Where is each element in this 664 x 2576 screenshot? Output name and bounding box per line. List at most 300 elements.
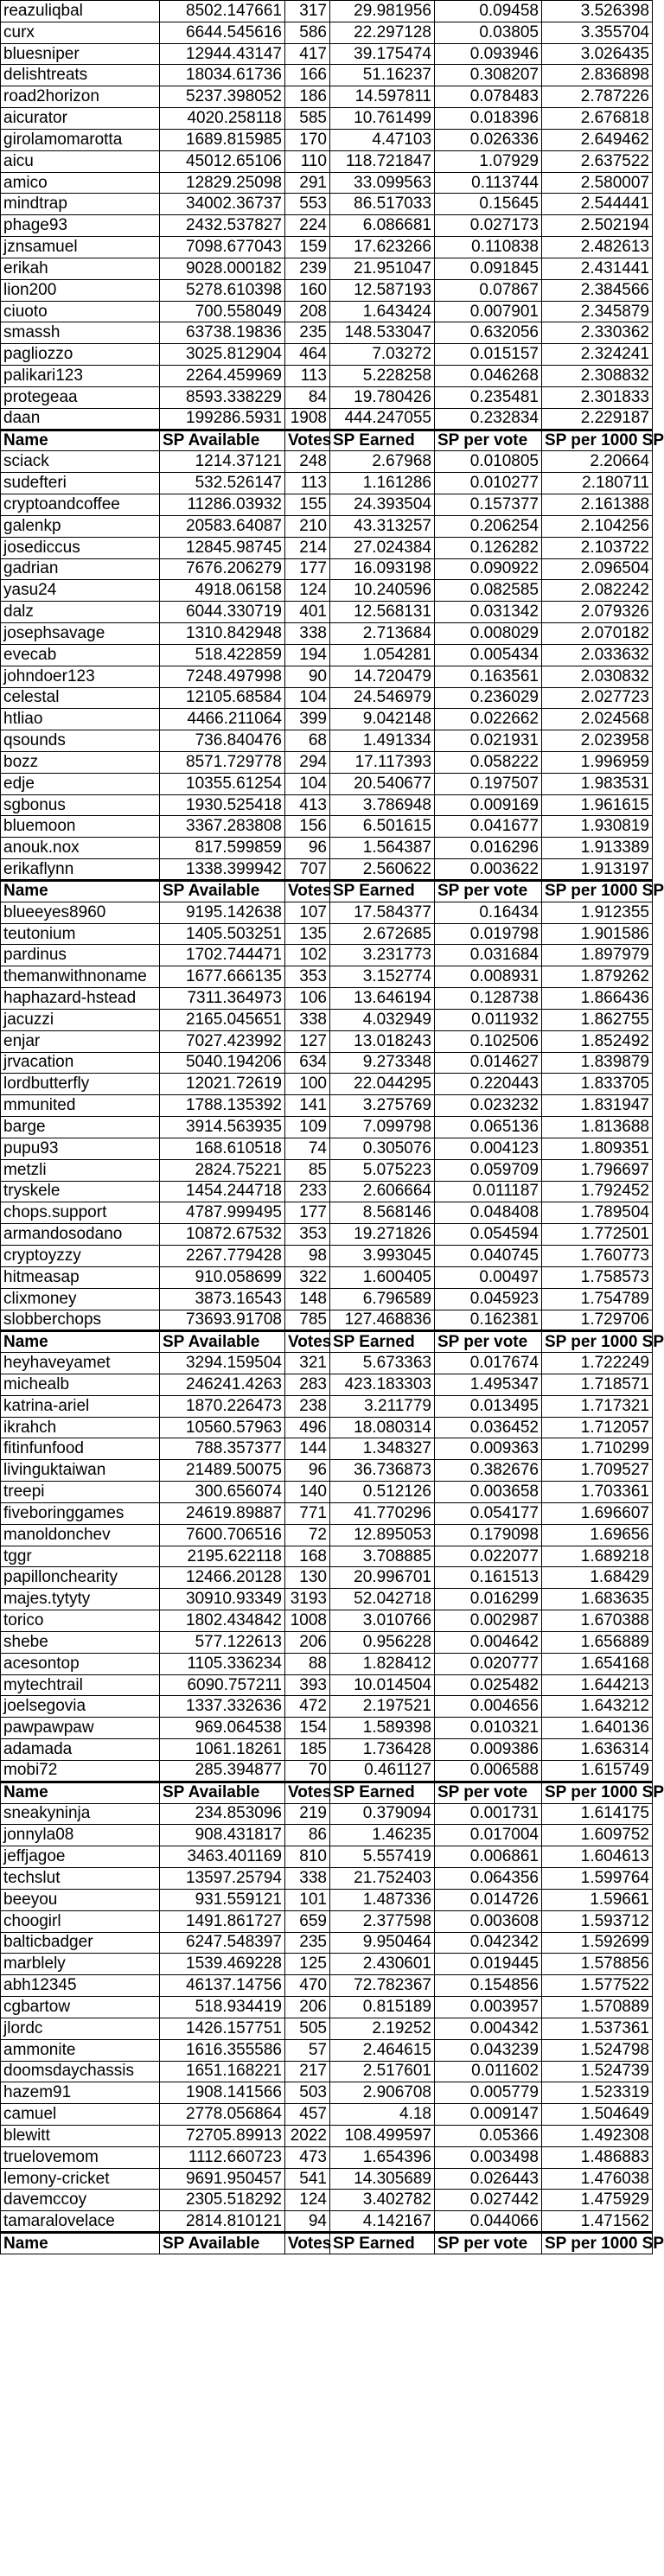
cell-votes: 248 (285, 451, 330, 473)
cell-sp-available: 6247.548397 (160, 1932, 285, 1954)
cell-votes: 321 (285, 1353, 330, 1374)
cell-name: torico (1, 1610, 160, 1632)
cell-sp-available: 3367.283808 (160, 816, 285, 838)
cell-votes: 72 (285, 1524, 330, 1546)
table-row (1, 1288, 653, 1310)
cell-sp-earned: 13.646194 (330, 988, 435, 1010)
cell-name: balticbadger (1, 1932, 160, 1954)
cell-sp-per-vote: 0.003658 (435, 1482, 542, 1503)
cell-sp-earned: 43.313257 (330, 515, 435, 537)
cell-sp-per-vote: 0.054594 (435, 1224, 542, 1246)
header-name: Name (1, 1782, 160, 1803)
cell-name: heyhaveyamet (1, 1353, 160, 1374)
cell-sp-earned: 2.197521 (330, 1696, 435, 1718)
cell-votes: 353 (285, 1224, 330, 1246)
table-row (1, 988, 653, 1010)
cell-name: joelsegovia (1, 1696, 160, 1718)
cell-votes: 294 (285, 751, 330, 773)
cell-votes: 634 (285, 1052, 330, 1074)
cell-votes: 239 (285, 258, 330, 279)
cell-name: camuel (1, 2104, 160, 2126)
cell-votes: 96 (285, 1460, 330, 1482)
cell-sp-per-vote: 0.016299 (435, 1589, 542, 1610)
cell-votes: 160 (285, 279, 330, 301)
cell-sp-earned: 1.491334 (330, 730, 435, 752)
cell-sp-per-vote: 0.07867 (435, 279, 542, 301)
cell-votes: 233 (285, 1181, 330, 1202)
cell-name: aicurator (1, 108, 160, 130)
cell-sp-per-1000-sp: 1.852492 (542, 1030, 653, 1052)
cell-name: jacuzzi (1, 1009, 160, 1030)
header-sp-per-vote: SP per vote (435, 1782, 542, 1803)
cell-sp-per-vote: 0.197507 (435, 773, 542, 794)
cell-sp-earned: 5.075223 (330, 1159, 435, 1181)
cell-sp-per-vote: 0.048408 (435, 1202, 542, 1224)
cell-sp-available: 11286.03932 (160, 494, 285, 516)
cell-sp-per-vote: 0.05366 (435, 2125, 542, 2146)
cell-sp-earned: 5.228258 (330, 366, 435, 387)
cell-sp-available: 24619.89887 (160, 1502, 285, 1524)
cell-name: dalz (1, 602, 160, 623)
table-row (1, 2082, 653, 2104)
cell-name: choogirl (1, 1910, 160, 1932)
cell-votes: 113 (285, 473, 330, 494)
cell-sp-available: 12845.98745 (160, 537, 285, 558)
cell-sp-per-1000-sp: 2.20664 (542, 451, 653, 473)
cell-sp-per-vote: 0.005779 (435, 2082, 542, 2104)
table-row (1, 1760, 653, 1782)
cell-sp-per-1000-sp: 1.475929 (542, 2190, 653, 2211)
cell-name: manoldonchev (1, 1524, 160, 1546)
cell-name: lordbutterfly (1, 1074, 160, 1095)
cell-sp-available: 2824.75221 (160, 1159, 285, 1181)
cell-name: abh12345 (1, 1975, 160, 1997)
cell-sp-per-1000-sp: 2.103722 (542, 537, 653, 558)
cell-sp-per-1000-sp: 1.913197 (542, 859, 653, 881)
table-row (1, 1159, 653, 1181)
cell-votes: 457 (285, 2104, 330, 2126)
cell-sp-per-vote: 0.005434 (435, 644, 542, 666)
cell-sp-available: 5237.398052 (160, 86, 285, 108)
cell-sp-per-vote: 0.018396 (435, 108, 542, 130)
cell-votes: 155 (285, 494, 330, 516)
cell-votes: 70 (285, 1760, 330, 1782)
cell-sp-per-vote: 0.093946 (435, 43, 542, 65)
cell-sp-per-1000-sp: 1.486883 (542, 2146, 653, 2168)
cell-sp-earned: 4.142167 (330, 2211, 435, 2233)
cell-sp-earned: 52.042718 (330, 1589, 435, 1610)
cell-votes: 214 (285, 537, 330, 558)
cell-sp-earned: 2.464615 (330, 2039, 435, 2061)
cell-sp-per-vote: 0.011932 (435, 1009, 542, 1030)
cell-sp-per-1000-sp: 2.482613 (542, 237, 653, 258)
cell-name: cryptoyzzy (1, 1246, 160, 1267)
cell-sp-earned: 108.499597 (330, 2125, 435, 2146)
cell-sp-per-1000-sp: 1.729706 (542, 1310, 653, 1331)
cell-sp-earned: 3.211779 (330, 1395, 435, 1417)
cell-sp-available: 3025.812904 (160, 344, 285, 366)
cell-votes: 208 (285, 301, 330, 322)
cell-sp-available: 1930.525418 (160, 794, 285, 816)
cell-sp-earned: 9.042148 (330, 709, 435, 730)
cell-sp-per-1000-sp: 2.580007 (542, 172, 653, 194)
cell-sp-per-1000-sp: 1.710299 (542, 1438, 653, 1460)
cell-sp-earned: 7.099798 (330, 1117, 435, 1138)
cell-sp-earned: 4.032949 (330, 1009, 435, 1030)
table-row (1, 1524, 653, 1546)
table-row (1, 451, 653, 473)
cell-sp-per-vote: 0.102506 (435, 1030, 542, 1052)
cell-sp-available: 1677.666135 (160, 966, 285, 988)
cell-name: daan (1, 408, 160, 430)
cell-sp-per-vote: 0.006861 (435, 1846, 542, 1868)
cell-name: jlordc (1, 2018, 160, 2039)
cell-sp-available: 9691.950457 (160, 2168, 285, 2190)
cell-sp-earned: 1.348327 (330, 1438, 435, 1460)
cell-sp-per-1000-sp: 1.754789 (542, 1288, 653, 1310)
table-row (1, 1009, 653, 1030)
header-sp-available: SP Available (160, 1782, 285, 1803)
cell-sp-per-1000-sp: 1.524739 (542, 2061, 653, 2082)
cell-votes: 135 (285, 923, 330, 945)
header-votes: Votes (285, 430, 330, 451)
cell-sp-per-1000-sp: 1.689218 (542, 1546, 653, 1567)
table-row (1, 322, 653, 344)
cell-sp-earned: 3.010766 (330, 1610, 435, 1632)
cell-name: sciack (1, 451, 160, 473)
cell-sp-per-vote: 0.015157 (435, 344, 542, 366)
cell-votes: 166 (285, 65, 330, 86)
cell-sp-available: 7098.677043 (160, 237, 285, 258)
cell-sp-per-vote: 0.008931 (435, 966, 542, 988)
cell-sp-available: 1338.399942 (160, 859, 285, 881)
cell-sp-per-vote: 0.090922 (435, 558, 542, 580)
cell-name: celestal (1, 687, 160, 709)
cell-votes: 94 (285, 2211, 330, 2233)
cell-sp-per-vote: 0.16434 (435, 902, 542, 923)
cell-sp-per-vote: 0.006588 (435, 1760, 542, 1782)
cell-sp-per-vote: 0.013495 (435, 1395, 542, 1417)
table-row (1, 1074, 653, 1095)
cell-sp-earned: 12.568131 (330, 602, 435, 623)
cell-name: tamaralovelace (1, 2211, 160, 2233)
cell-sp-available: 246241.4263 (160, 1374, 285, 1396)
cell-votes: 503 (285, 2082, 330, 2104)
cell-votes: 322 (285, 1266, 330, 1288)
cell-sp-per-vote: 0.026443 (435, 2168, 542, 2190)
cell-sp-per-vote: 0.045923 (435, 1288, 542, 1310)
cell-name: ciuoto (1, 301, 160, 322)
table-row (1, 65, 653, 86)
cell-votes: 338 (285, 1868, 330, 1890)
cell-sp-per-1000-sp: 2.082242 (542, 580, 653, 602)
cell-name: jeffjagoe (1, 1846, 160, 1868)
cell-sp-per-vote: 0.078483 (435, 86, 542, 108)
cell-sp-per-1000-sp: 2.324241 (542, 344, 653, 366)
cell-votes: 98 (285, 1246, 330, 1267)
table-row (1, 1589, 653, 1610)
cell-sp-earned: 24.546979 (330, 687, 435, 709)
cell-sp-available: 1105.336234 (160, 1653, 285, 1674)
cell-sp-per-1000-sp: 1.654168 (542, 1653, 653, 1674)
cell-votes: 283 (285, 1374, 330, 1396)
cell-sp-earned: 6.796589 (330, 1288, 435, 1310)
cell-votes: 541 (285, 2168, 330, 2190)
cell-votes: 177 (285, 1202, 330, 1224)
cell-name: josediccus (1, 537, 160, 558)
cell-sp-per-1000-sp: 2.027723 (542, 687, 653, 709)
cell-sp-earned: 10.240596 (330, 580, 435, 602)
cell-sp-per-vote: 0.308207 (435, 65, 542, 86)
cell-votes: 235 (285, 322, 330, 344)
cell-sp-available: 1908.141566 (160, 2082, 285, 2104)
table-row (1, 1374, 653, 1396)
cell-sp-per-vote: 0.022077 (435, 1546, 542, 1567)
header-sp-available: SP Available (160, 2233, 285, 2254)
cell-sp-earned: 17.623266 (330, 237, 435, 258)
cell-sp-per-1000-sp: 2.023958 (542, 730, 653, 752)
header-name: Name (1, 1331, 160, 1353)
cell-sp-per-vote: 0.128738 (435, 988, 542, 1010)
cell-sp-available: 2305.518292 (160, 2190, 285, 2211)
cell-name: cryptoandcoffee (1, 494, 160, 516)
cell-sp-available: 7676.206279 (160, 558, 285, 580)
cell-name: erikaflynn (1, 859, 160, 881)
cell-votes: 127 (285, 1030, 330, 1052)
cell-sp-per-1000-sp: 2.024568 (542, 709, 653, 730)
cell-sp-earned: 19.271826 (330, 1224, 435, 1246)
header-sp-per-1000-sp: SP per 1000 SP (542, 880, 653, 902)
cell-sp-earned: 1.654396 (330, 2146, 435, 2168)
cell-sp-per-vote: 0.016296 (435, 838, 542, 859)
header-sp-per-vote: SP per vote (435, 880, 542, 902)
table-row (1, 1846, 653, 1868)
cell-name: katrina-ariel (1, 1395, 160, 1417)
cell-name: tggr (1, 1546, 160, 1567)
cell-votes: 125 (285, 1954, 330, 1975)
cell-votes: 219 (285, 1803, 330, 1825)
table-row (1, 150, 653, 172)
cell-sp-per-vote: 0.004342 (435, 2018, 542, 2039)
cell-sp-earned: 2.606664 (330, 1181, 435, 1202)
cell-name: josephsavage (1, 623, 160, 645)
cell-sp-per-vote: 0.001731 (435, 1803, 542, 1825)
cell-sp-earned: 2.430601 (330, 1954, 435, 1975)
table-body (1, 1, 664, 2254)
cell-sp-per-vote: 0.220443 (435, 1074, 542, 1095)
cell-sp-per-vote: 0.632056 (435, 322, 542, 344)
cell-sp-earned: 51.16237 (330, 65, 435, 86)
cell-sp-available: 1061.18261 (160, 1739, 285, 1761)
cell-sp-available: 30910.93349 (160, 1589, 285, 1610)
cell-name: doomsdaychassis (1, 2061, 160, 2082)
cell-sp-available: 3873.16543 (160, 1288, 285, 1310)
cell-name: tryskele (1, 1181, 160, 1202)
cell-name: reazuliqbal (1, 1, 160, 22)
cell-votes: 106 (285, 988, 330, 1010)
cell-sp-available: 577.122613 (160, 1631, 285, 1653)
cell-sp-available: 4787.999495 (160, 1202, 285, 1224)
cell-sp-earned: 1.643424 (330, 301, 435, 322)
cell-votes: 140 (285, 1482, 330, 1503)
cell-votes: 3193 (285, 1589, 330, 1610)
table-row (1, 386, 653, 408)
cell-sp-earned: 1.736428 (330, 1739, 435, 1761)
cell-name: sneakyninja (1, 1803, 160, 1825)
cell-votes: 417 (285, 43, 330, 65)
cell-votes: 472 (285, 1696, 330, 1718)
table-row (1, 644, 653, 666)
cell-sp-available: 1788.135392 (160, 1095, 285, 1117)
table-row (1, 966, 653, 988)
cell-name: pagliozzo (1, 344, 160, 366)
cell-votes: 401 (285, 602, 330, 623)
cell-votes: 217 (285, 2061, 330, 2082)
cell-name: bozz (1, 751, 160, 773)
cell-sp-per-1000-sp: 1.809351 (542, 1138, 653, 1159)
table-row (1, 902, 653, 923)
cell-sp-per-vote: 0.003622 (435, 859, 542, 881)
cell-sp-earned: 20.540677 (330, 773, 435, 794)
cell-sp-available: 8593.338229 (160, 386, 285, 408)
cell-name: hitmeasap (1, 1266, 160, 1288)
cell-name: enjar (1, 1030, 160, 1052)
cell-sp-per-vote: 0.007901 (435, 301, 542, 322)
table-row (1, 129, 653, 150)
cell-sp-per-vote: 0.027442 (435, 2190, 542, 2211)
cell-sp-earned: 6.501615 (330, 816, 435, 838)
cell-sp-per-1000-sp: 2.308832 (542, 366, 653, 387)
cell-sp-earned: 10.014504 (330, 1674, 435, 1696)
cell-sp-available: 12466.20128 (160, 1567, 285, 1589)
cell-name: sudefteri (1, 473, 160, 494)
cell-votes: 393 (285, 1674, 330, 1696)
cell-sp-available: 10355.61254 (160, 773, 285, 794)
cell-sp-per-vote: 0.010321 (435, 1718, 542, 1739)
cell-sp-per-1000-sp: 1.609752 (542, 1825, 653, 1846)
cell-sp-per-1000-sp: 1.599764 (542, 1868, 653, 1890)
cell-name: evecab (1, 644, 160, 666)
cell-votes: 1908 (285, 408, 330, 430)
cell-sp-earned: 5.557419 (330, 1846, 435, 1868)
cell-sp-per-1000-sp: 1.717321 (542, 1395, 653, 1417)
cell-sp-per-1000-sp: 1.614175 (542, 1803, 653, 1825)
table-row (1, 2190, 653, 2211)
cell-sp-per-vote: 0.027173 (435, 215, 542, 237)
cell-name: johndoer123 (1, 666, 160, 687)
cell-sp-available: 7027.423992 (160, 1030, 285, 1052)
cell-votes: 235 (285, 1932, 330, 1954)
table-row (1, 1224, 653, 1246)
cell-sp-per-vote: 0.019445 (435, 1954, 542, 1975)
cell-sp-available: 1405.503251 (160, 923, 285, 945)
cell-sp-per-1000-sp: 2.345879 (542, 301, 653, 322)
cell-sp-earned: 2.67968 (330, 451, 435, 473)
cell-name: pawpawpaw (1, 1718, 160, 1739)
cell-sp-earned: 1.600405 (330, 1266, 435, 1288)
cell-sp-per-vote: 0.017004 (435, 1825, 542, 1846)
cell-sp-per-1000-sp: 1.68429 (542, 1567, 653, 1589)
cell-sp-available: 4020.258118 (160, 108, 285, 130)
cell-sp-available: 234.853096 (160, 1803, 285, 1825)
cell-sp-available: 5278.610398 (160, 279, 285, 301)
cell-votes: 224 (285, 215, 330, 237)
cell-votes: 771 (285, 1502, 330, 1524)
cell-sp-available: 1616.355586 (160, 2039, 285, 2061)
table-row (1, 1718, 653, 1739)
cell-sp-per-vote: 0.004656 (435, 1696, 542, 1718)
cell-sp-per-vote: 0.09458 (435, 1, 542, 22)
table-row (1, 279, 653, 301)
cell-sp-per-1000-sp: 2.229187 (542, 408, 653, 430)
cell-votes: 90 (285, 666, 330, 687)
cell-name: ammonite (1, 2039, 160, 2061)
table-row (1, 666, 653, 687)
cell-name: haphazard-hstead (1, 988, 160, 1010)
cell-sp-earned: 10.761499 (330, 108, 435, 130)
table-row (1, 1954, 653, 1975)
cell-name: yasu24 (1, 580, 160, 602)
cell-sp-earned: 12.895053 (330, 1524, 435, 1546)
cell-sp-earned: 72.782367 (330, 1975, 435, 1997)
cell-sp-per-1000-sp: 2.161388 (542, 494, 653, 516)
cell-sp-available: 2814.810121 (160, 2211, 285, 2233)
cell-sp-per-vote: 0.046268 (435, 366, 542, 387)
table-row (1, 1030, 653, 1052)
table-row (1, 1696, 653, 1718)
header-sp-available: SP Available (160, 880, 285, 902)
table-row (1, 2104, 653, 2126)
table-row (1, 408, 653, 430)
cell-sp-available: 21489.50075 (160, 1460, 285, 1482)
table-row (1, 1674, 653, 1696)
cell-sp-earned: 2.19252 (330, 2018, 435, 2039)
table-row (1, 838, 653, 859)
cell-sp-per-1000-sp: 1.912355 (542, 902, 653, 923)
cell-sp-per-vote: 0.023232 (435, 1095, 542, 1117)
cell-votes: 707 (285, 859, 330, 881)
cell-sp-available: 1337.332636 (160, 1696, 285, 1718)
cell-sp-per-1000-sp: 2.787226 (542, 86, 653, 108)
cell-sp-available: 910.058699 (160, 1266, 285, 1288)
cell-sp-per-1000-sp: 1.833705 (542, 1074, 653, 1095)
cell-name: cgbartow (1, 1997, 160, 2018)
table-row (1, 1, 653, 22)
cell-sp-earned: 0.305076 (330, 1138, 435, 1159)
table-row (1, 945, 653, 966)
cell-sp-available: 532.526147 (160, 473, 285, 494)
cell-sp-earned: 18.080314 (330, 1417, 435, 1438)
cell-sp-earned: 14.720479 (330, 666, 435, 687)
cell-sp-earned: 19.780426 (330, 386, 435, 408)
cell-name: truelovemom (1, 2146, 160, 2168)
cell-name: treepi (1, 1482, 160, 1503)
table-row (1, 773, 653, 794)
cell-sp-available: 199286.5931 (160, 408, 285, 430)
cell-sp-available: 12105.68584 (160, 687, 285, 709)
cell-sp-available: 1802.434842 (160, 1610, 285, 1632)
cell-sp-per-vote: 0.157377 (435, 494, 542, 516)
cell-sp-per-vote: 0.025482 (435, 1674, 542, 1696)
cell-name: palikari123 (1, 366, 160, 387)
cell-sp-earned: 5.673363 (330, 1353, 435, 1374)
cell-sp-per-1000-sp: 2.104256 (542, 515, 653, 537)
cell-votes: 338 (285, 623, 330, 645)
cell-sp-per-vote: 0.236029 (435, 687, 542, 709)
cell-sp-per-vote: 0.162381 (435, 1310, 542, 1331)
cell-sp-per-vote: 0.017674 (435, 1353, 542, 1374)
cell-sp-earned: 148.533047 (330, 322, 435, 344)
